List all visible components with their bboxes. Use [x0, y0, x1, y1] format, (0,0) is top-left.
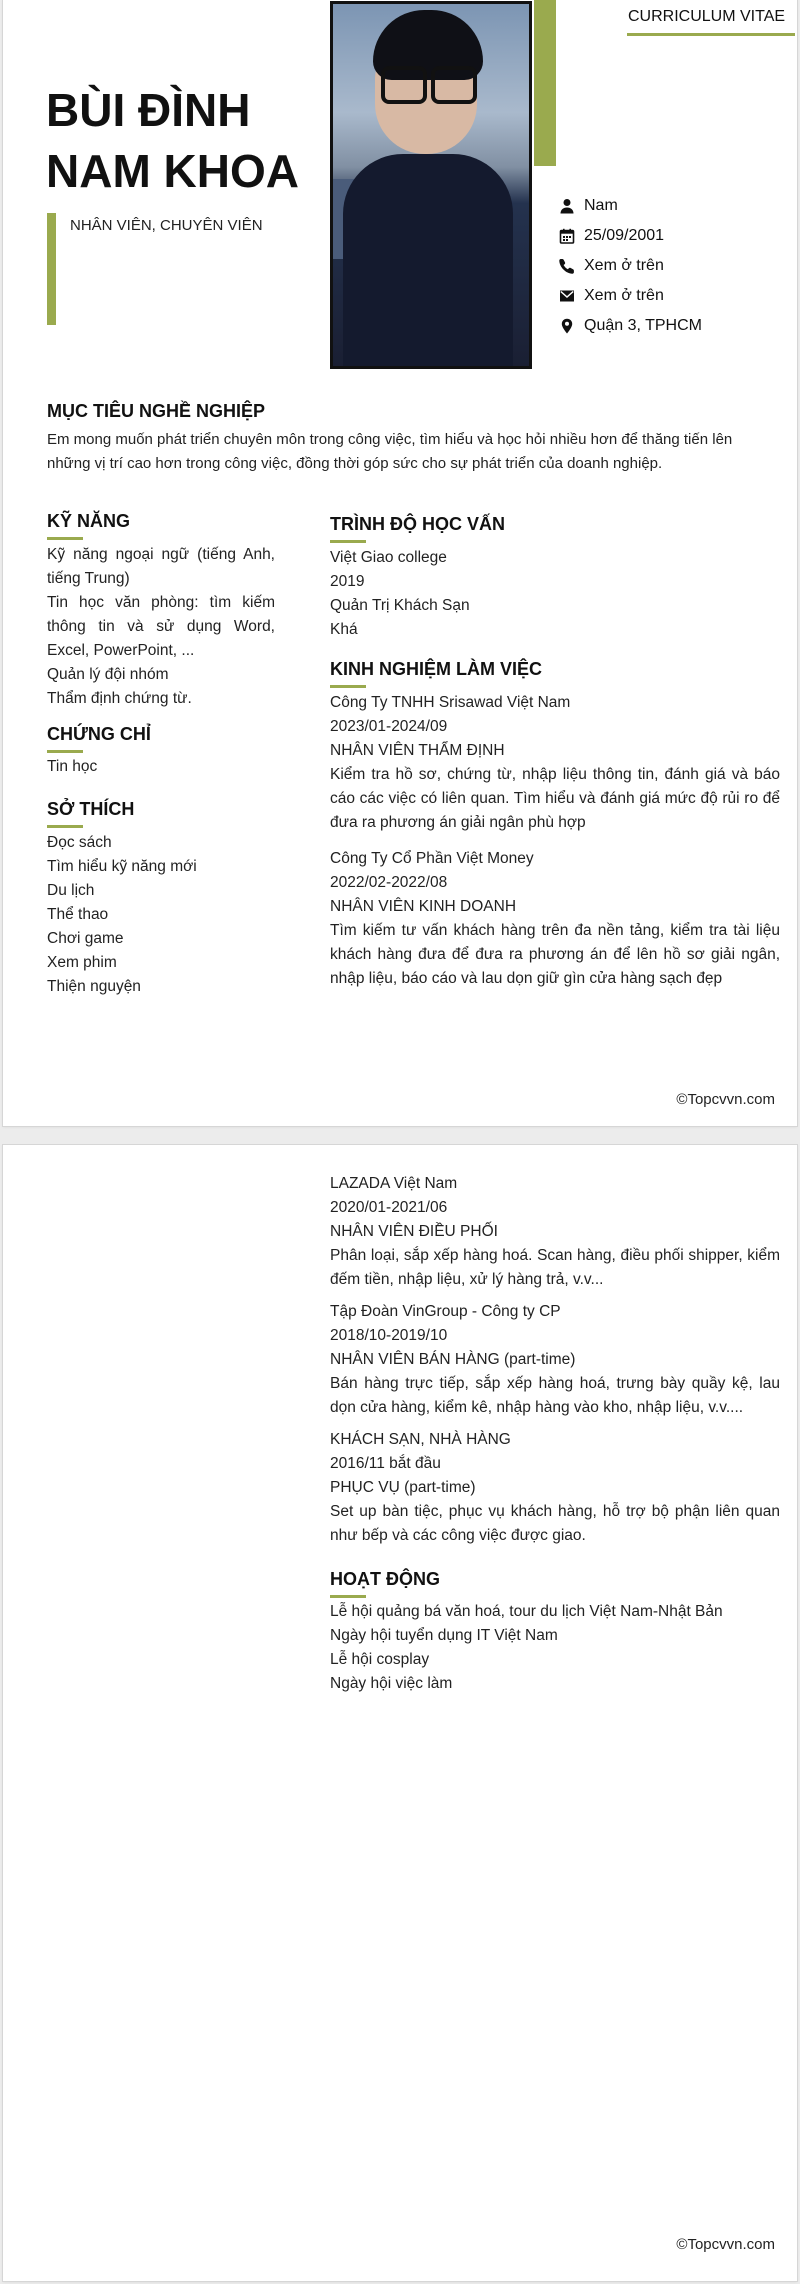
job-role: NHÂN VIÊN ĐIỀU PHỐI	[330, 1223, 498, 1240]
activities-list	[330, 1600, 780, 1696]
job-company: Tập Đoàn VinGroup - Công ty CP	[330, 1303, 561, 1320]
certificate-item: Tin học	[47, 758, 98, 775]
activity-item: Ngày hội tuyển dụng IT Việt Nam	[330, 1627, 558, 1644]
hobby-item: Tìm hiểu kỹ năng mới	[47, 858, 197, 875]
hobby-item: Đọc sách	[47, 834, 112, 851]
objective-title: MỤC TIÊU NGHỀ NGHIỆP	[47, 401, 266, 421]
job-period: 2022/02-2022/08	[330, 874, 448, 891]
gender-value: Nam	[584, 197, 618, 214]
hobbies-underline	[47, 825, 83, 828]
watermark: ©Topcvvn.com	[676, 1091, 775, 1108]
education-title: TRÌNH ĐỘ HỌC VẤN	[330, 514, 505, 534]
job-company: KHÁCH SẠN, NHÀ HÀNG	[330, 1431, 511, 1448]
job-role: NHÂN VIÊN KINH DOANH	[330, 898, 517, 915]
experience-title: KINH NGHIỆM LÀM VIỆC	[330, 659, 543, 679]
education-grade: Khá	[330, 621, 358, 638]
birthday-value: 25/09/2001	[584, 227, 665, 244]
activities-underline	[330, 1595, 366, 1598]
user-icon	[559, 198, 575, 214]
cv-label: CURRICULUM VITAE	[628, 8, 786, 25]
email-value: Xem ở trên	[584, 287, 664, 304]
cv-page-1	[3, 0, 797, 1126]
name-line-1: BÙI ĐÌNH	[46, 84, 251, 136]
profile-photo	[330, 1, 532, 369]
skills-title: KỸ NĂNG	[47, 511, 131, 531]
calendar-icon	[559, 228, 575, 244]
hobbies-list	[47, 831, 275, 999]
contact-phone	[559, 257, 789, 275]
certificates-underline	[47, 750, 83, 753]
job-period: 2018/10-2019/10	[330, 1327, 448, 1344]
position-title: NHÂN VIÊN, CHUYÊN VIÊN	[70, 217, 263, 234]
job-role: NHÂN VIÊN BÁN HÀNG (part-time)	[330, 1351, 576, 1368]
experience-underline	[330, 685, 366, 688]
contact-gender	[559, 197, 789, 215]
job-company: Công Ty TNHH Srisawad Việt Nam	[330, 694, 571, 711]
job-description: Set up bàn tiệc, phục vụ khách hàng, hỗ trợ bộ phận liên quan như bếp và các công việc được giao.	[330, 1503, 780, 1544]
address-value: Quận 3, TPHCM	[584, 317, 702, 334]
job-period: 2023/01-2024/09	[330, 718, 448, 735]
education-underline	[330, 540, 366, 543]
skill-item: Quản lý đội nhóm	[47, 666, 169, 683]
skill-item: Kỹ năng ngoại ngữ (tiếng Anh, tiếng Trung)	[47, 546, 275, 587]
photo-accent-bar	[534, 0, 556, 166]
watermark: ©Topcvvn.com	[676, 2236, 775, 2253]
certificates-title: CHỨNG CHỈ	[47, 724, 151, 744]
job-description: Kiểm tra hồ sơ, chứng từ, nhập liệu thông tin, đánh giá và báo cáo các việc có liên quan. Tìm hiểu và đánh giá mức độ rủi ro để đưa ra phương án giải ngân phù hợp	[330, 766, 780, 831]
experience-item	[330, 1172, 780, 1292]
job-role: PHỤC VỤ (part-time)	[330, 1479, 476, 1496]
job-role: NHÂN VIÊN THẨM ĐỊNH	[330, 742, 505, 759]
contact-birthday	[559, 227, 789, 245]
objective-text: Em mong muốn phát triển chuyên môn trong công việc, tìm hiểu và học hỏi nhiều hơn để thăng tiến lên những vị trí cao hơn trong công việc, đồng thời góp sức cho sự phát triển của doanh nghiệp.	[47, 431, 733, 472]
location-icon	[559, 318, 575, 334]
job-description: Tìm kiếm tư vấn khách hàng trên đa nền tảng, kiểm tra tài liệu khách hàng đưa để đưa ra phương án để lên hồ sơ giải ngân, nhập liệu, báo cáo và lau dọn giữ gìn cửa hàng sạch đẹp	[330, 922, 780, 987]
phone-icon	[559, 258, 575, 274]
name-line-2: NAM KHOA	[46, 145, 299, 197]
job-company: Công Ty Cổ Phần Việt Money	[330, 850, 534, 867]
hobby-item: Du lịch	[47, 882, 95, 899]
experience-item	[330, 691, 780, 835]
cv-label-underline	[627, 33, 795, 36]
job-period: 2016/11 bắt đầu	[330, 1455, 441, 1472]
hobby-item: Thể thao	[47, 906, 109, 923]
experience-item	[330, 847, 780, 991]
activity-item: Lễ hội cosplay	[330, 1651, 430, 1668]
skills-underline	[47, 537, 83, 540]
education-year: 2019	[330, 573, 365, 590]
job-period: 2020/01-2021/06	[330, 1199, 448, 1216]
activity-item: Ngày hội việc làm	[330, 1675, 453, 1692]
certificates-list	[47, 755, 275, 779]
education-block	[330, 546, 780, 642]
education-school: Việt Giao college	[330, 549, 447, 566]
experience-item	[330, 1428, 780, 1548]
contact-email	[559, 287, 789, 305]
position-accent-bar	[47, 213, 56, 325]
skills-list	[47, 543, 275, 711]
education-major: Quản Trị Khách Sạn	[330, 597, 470, 614]
candidate-name	[46, 80, 346, 202]
activity-item: Lễ hội quảng bá văn hoá, tour du lịch Việt Nam-Nhật Bản	[330, 1603, 723, 1620]
phone-value: Xem ở trên	[584, 257, 664, 274]
skill-item: Tin học văn phòng: tìm kiếm thông tin và sử dụng Word, Excel, PowerPoint, ...	[47, 594, 275, 659]
job-company: LAZADA Việt Nam	[330, 1175, 458, 1192]
mail-icon	[559, 288, 575, 304]
activities-title: HOẠT ĐỘNG	[330, 1569, 440, 1589]
job-description: Phân loại, sắp xếp hàng hoá. Scan hàng, điều phối shipper, kiểm đếm tiền, nhập liệu, xử lý hàng trả, v.v...	[330, 1247, 780, 1288]
job-description: Bán hàng trực tiếp, sắp xếp hàng hoá, trưng bày quầy kệ, lau dọn cửa hàng, kiểm kê, nhập hàng vào kho, nhập liệu, v.v....	[330, 1375, 780, 1416]
hobby-item: Xem phim	[47, 954, 117, 971]
hobbies-title: SỞ THÍCH	[47, 799, 135, 819]
hobby-item: Chơi game	[47, 930, 124, 947]
skill-item: Thẩm định chứng từ.	[47, 690, 192, 707]
experience-item	[330, 1300, 780, 1420]
cv-page-2	[3, 1145, 797, 2281]
hobby-item: Thiện nguyện	[47, 978, 141, 995]
contact-address	[559, 317, 789, 335]
